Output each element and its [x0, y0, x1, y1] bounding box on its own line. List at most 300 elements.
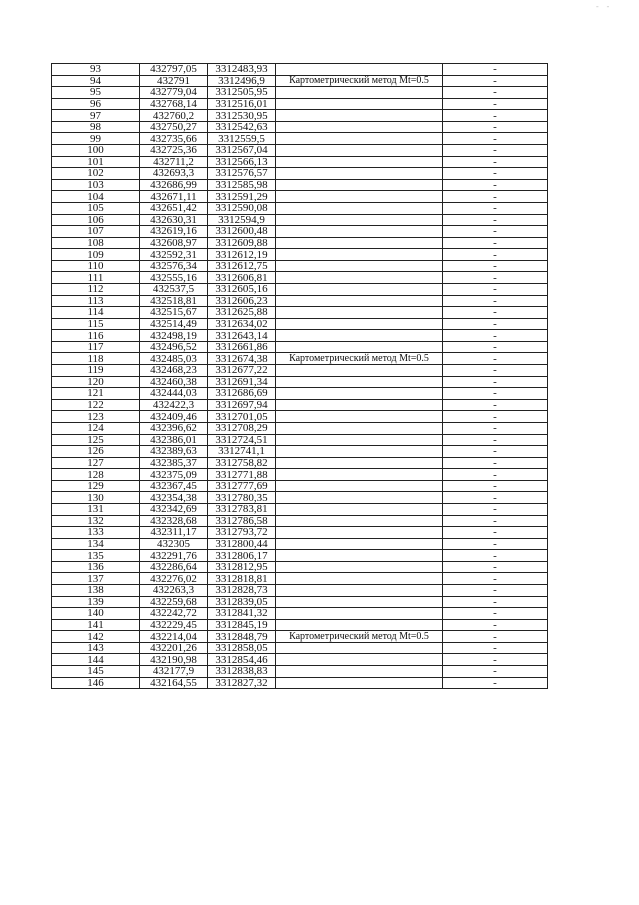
value-dash-cell: -	[443, 596, 548, 608]
x-coordinate-cell: 432305	[140, 538, 208, 550]
method-cell	[276, 330, 443, 342]
x-coordinate-cell: 432791	[140, 75, 208, 87]
table-row	[52, 156, 548, 168]
method-cell	[276, 226, 443, 238]
x-coordinate-cell: 432291,76	[140, 550, 208, 562]
point-number-cell: 144	[52, 654, 140, 666]
table-row	[52, 550, 548, 562]
method-cell	[276, 365, 443, 377]
value-dash-cell: -	[443, 249, 548, 261]
x-coordinate-cell: 432164,55	[140, 677, 208, 689]
method-cell	[276, 399, 443, 411]
y-coordinate-cell: 3312812,95	[208, 561, 276, 573]
x-coordinate-cell: 432389,63	[140, 446, 208, 458]
y-coordinate-cell: 3312691,34	[208, 376, 276, 388]
y-coordinate-cell: 3312845,19	[208, 619, 276, 631]
value-dash-cell: -	[443, 527, 548, 539]
x-coordinate-cell: 432518,81	[140, 295, 208, 307]
value-dash-cell: -	[443, 399, 548, 411]
x-coordinate-cell: 432342,69	[140, 503, 208, 515]
y-coordinate-cell: 3312542,63	[208, 121, 276, 133]
point-number-cell: 120	[52, 376, 140, 388]
value-dash-cell: -	[443, 110, 548, 122]
y-coordinate-cell: 3312686,69	[208, 388, 276, 400]
x-coordinate-cell: 432190,98	[140, 654, 208, 666]
x-coordinate-cell: 432201,26	[140, 642, 208, 654]
value-dash-cell: -	[443, 272, 548, 284]
point-number-cell: 108	[52, 237, 140, 249]
y-coordinate-cell: 3312643,14	[208, 330, 276, 342]
x-coordinate-cell: 432496,52	[140, 341, 208, 353]
table-row	[52, 341, 548, 353]
table-row	[52, 527, 548, 539]
table-row	[52, 260, 548, 272]
method-cell	[276, 133, 443, 145]
point-number-cell: 95	[52, 87, 140, 99]
y-coordinate-cell: 3312806,17	[208, 550, 276, 562]
value-dash-cell: -	[443, 446, 548, 458]
table-row	[52, 619, 548, 631]
point-number-cell: 134	[52, 538, 140, 550]
value-dash-cell: -	[443, 422, 548, 434]
method-cell	[276, 642, 443, 654]
y-coordinate-cell: 3312516,01	[208, 98, 276, 110]
x-coordinate-cell: 432396,62	[140, 422, 208, 434]
y-coordinate-cell: 3312839,05	[208, 596, 276, 608]
method-cell	[276, 295, 443, 307]
x-coordinate-cell: 432651,42	[140, 202, 208, 214]
table-row	[52, 503, 548, 515]
value-dash-cell: -	[443, 283, 548, 295]
point-number-cell: 109	[52, 249, 140, 261]
y-coordinate-cell: 3312591,29	[208, 191, 276, 203]
x-coordinate-cell: 432619,16	[140, 226, 208, 238]
method-cell	[276, 469, 443, 481]
table-row	[52, 365, 548, 377]
point-number-cell: 143	[52, 642, 140, 654]
point-number-cell: 98	[52, 121, 140, 133]
x-coordinate-cell: 432693,3	[140, 168, 208, 180]
y-coordinate-cell: 3312606,23	[208, 295, 276, 307]
method-cell	[276, 538, 443, 550]
point-number-cell: 123	[52, 411, 140, 423]
point-number-cell: 104	[52, 191, 140, 203]
value-dash-cell: -	[443, 64, 548, 76]
method-cell	[276, 353, 443, 365]
table-row	[52, 226, 548, 238]
table-row	[52, 295, 548, 307]
value-dash-cell: -	[443, 677, 548, 689]
table-row	[52, 573, 548, 585]
scan-corner-mark: - -	[596, 2, 613, 11]
point-number-cell: 127	[52, 457, 140, 469]
point-number-cell: 133	[52, 527, 140, 539]
y-coordinate-cell: 3312741,1	[208, 446, 276, 458]
y-coordinate-cell: 3312559,5	[208, 133, 276, 145]
table-row	[52, 561, 548, 573]
x-coordinate-cell: 432515,67	[140, 307, 208, 319]
x-coordinate-cell: 432444,03	[140, 388, 208, 400]
x-coordinate-cell: 432367,45	[140, 480, 208, 492]
table-row	[52, 202, 548, 214]
method-cell	[276, 596, 443, 608]
x-coordinate-cell: 432725,36	[140, 145, 208, 157]
method-cell	[276, 249, 443, 261]
value-dash-cell: -	[443, 353, 548, 365]
method-cell	[276, 145, 443, 157]
value-dash-cell: -	[443, 642, 548, 654]
x-coordinate-cell: 432422,3	[140, 399, 208, 411]
y-coordinate-cell: 3312505,95	[208, 87, 276, 99]
value-dash-cell: -	[443, 330, 548, 342]
value-dash-cell: -	[443, 202, 548, 214]
point-number-cell: 94	[52, 75, 140, 87]
table-row	[52, 353, 548, 365]
method-cell	[276, 446, 443, 458]
value-dash-cell: -	[443, 388, 548, 400]
point-number-cell: 112	[52, 283, 140, 295]
table-row	[52, 330, 548, 342]
table-row	[52, 492, 548, 504]
value-dash-cell: -	[443, 538, 548, 550]
x-coordinate-cell: 432555,16	[140, 272, 208, 284]
x-coordinate-cell: 432671,11	[140, 191, 208, 203]
table-row	[52, 214, 548, 226]
y-coordinate-cell: 3312838,83	[208, 666, 276, 678]
point-number-cell: 124	[52, 422, 140, 434]
value-dash-cell: -	[443, 666, 548, 678]
y-coordinate-cell: 3312609,88	[208, 237, 276, 249]
method-label: Картометрический метод Mt=0.5	[289, 352, 429, 364]
y-coordinate-cell: 3312612,19	[208, 249, 276, 261]
x-coordinate-cell: 432214,04	[140, 631, 208, 643]
value-dash-cell: -	[443, 191, 548, 203]
method-cell	[276, 283, 443, 295]
table-row	[52, 318, 548, 330]
method-cell	[276, 272, 443, 284]
y-coordinate-cell: 3312827,32	[208, 677, 276, 689]
point-number-cell: 96	[52, 98, 140, 110]
value-dash-cell: -	[443, 457, 548, 469]
table-row	[52, 654, 548, 666]
y-coordinate-cell: 3312612,75	[208, 260, 276, 272]
point-number-cell: 93	[52, 64, 140, 76]
point-number-cell: 97	[52, 110, 140, 122]
y-coordinate-cell: 3312777,69	[208, 480, 276, 492]
value-dash-cell: -	[443, 226, 548, 238]
table-row	[52, 121, 548, 133]
point-number-cell: 114	[52, 307, 140, 319]
method-cell	[276, 376, 443, 388]
x-coordinate-cell: 432576,34	[140, 260, 208, 272]
x-coordinate-cell: 432750,27	[140, 121, 208, 133]
method-cell	[276, 608, 443, 620]
y-coordinate-cell: 3312605,16	[208, 283, 276, 295]
point-number-cell: 141	[52, 619, 140, 631]
value-dash-cell: -	[443, 411, 548, 423]
value-dash-cell: -	[443, 237, 548, 249]
x-coordinate-cell: 432768,14	[140, 98, 208, 110]
table-row	[52, 98, 548, 110]
y-coordinate-cell: 3312828,73	[208, 585, 276, 597]
y-coordinate-cell: 3312594,9	[208, 214, 276, 226]
point-number-cell: 126	[52, 446, 140, 458]
table-row	[52, 608, 548, 620]
x-coordinate-cell: 432779,04	[140, 87, 208, 99]
x-coordinate-cell: 432630,31	[140, 214, 208, 226]
x-coordinate-cell: 432263,3	[140, 585, 208, 597]
point-number-cell: 121	[52, 388, 140, 400]
point-number-cell: 117	[52, 341, 140, 353]
table-row	[52, 388, 548, 400]
x-coordinate-cell: 432760,2	[140, 110, 208, 122]
method-cell	[276, 515, 443, 527]
y-coordinate-cell: 3312841,32	[208, 608, 276, 620]
method-cell	[276, 503, 443, 515]
point-number-cell: 139	[52, 596, 140, 608]
y-coordinate-cell: 3312697,94	[208, 399, 276, 411]
method-cell	[276, 98, 443, 110]
method-label: Картометрический метод Mt=0.5	[289, 630, 429, 642]
method-cell	[276, 422, 443, 434]
y-coordinate-cell: 3312634,02	[208, 318, 276, 330]
point-number-cell: 128	[52, 469, 140, 481]
value-dash-cell: -	[443, 98, 548, 110]
method-cell	[276, 341, 443, 353]
x-coordinate-cell: 432686,99	[140, 179, 208, 191]
table-row	[52, 145, 548, 157]
value-dash-cell: -	[443, 168, 548, 180]
value-dash-cell: -	[443, 550, 548, 562]
x-coordinate-cell: 432311,17	[140, 527, 208, 539]
method-cell	[276, 480, 443, 492]
table-row	[52, 249, 548, 261]
x-coordinate-cell: 432797,05	[140, 64, 208, 76]
point-number-cell: 106	[52, 214, 140, 226]
method-cell	[276, 156, 443, 168]
table-row	[52, 642, 548, 654]
y-coordinate-cell: 3312800,44	[208, 538, 276, 550]
method-cell	[276, 168, 443, 180]
point-number-cell: 115	[52, 318, 140, 330]
y-coordinate-cell: 3312771,88	[208, 469, 276, 481]
x-coordinate-cell: 432608,97	[140, 237, 208, 249]
point-number-cell: 119	[52, 365, 140, 377]
method-cell	[276, 318, 443, 330]
value-dash-cell: -	[443, 515, 548, 527]
point-number-cell: 99	[52, 133, 140, 145]
method-cell	[276, 561, 443, 573]
table-row	[52, 631, 548, 643]
table-row	[52, 596, 548, 608]
value-dash-cell: -	[443, 121, 548, 133]
y-coordinate-cell: 3312724,51	[208, 434, 276, 446]
method-cell	[276, 110, 443, 122]
value-dash-cell: -	[443, 260, 548, 272]
method-cell	[276, 237, 443, 249]
value-dash-cell: -	[443, 376, 548, 388]
value-dash-cell: -	[443, 503, 548, 515]
table-row	[52, 237, 548, 249]
x-coordinate-cell: 432735,66	[140, 133, 208, 145]
x-coordinate-cell: 432354,38	[140, 492, 208, 504]
table-row	[52, 110, 548, 122]
x-coordinate-cell: 432259,68	[140, 596, 208, 608]
point-number-cell: 100	[52, 145, 140, 157]
point-number-cell: 137	[52, 573, 140, 585]
y-coordinate-cell: 3312625,88	[208, 307, 276, 319]
point-number-cell: 116	[52, 330, 140, 342]
value-dash-cell: -	[443, 133, 548, 145]
table-row	[52, 469, 548, 481]
table-row	[52, 666, 548, 678]
table-row	[52, 457, 548, 469]
method-cell	[276, 191, 443, 203]
point-number-cell: 113	[52, 295, 140, 307]
y-coordinate-cell: 3312483,93	[208, 64, 276, 76]
y-coordinate-cell: 3312496,9	[208, 75, 276, 87]
value-dash-cell: -	[443, 156, 548, 168]
method-cell	[276, 411, 443, 423]
point-number-cell: 140	[52, 608, 140, 620]
table-row	[52, 677, 548, 689]
table-row	[52, 75, 548, 87]
x-coordinate-cell: 432177,9	[140, 666, 208, 678]
x-coordinate-cell: 432460,38	[140, 376, 208, 388]
table-row	[52, 272, 548, 284]
value-dash-cell: -	[443, 75, 548, 87]
table-row	[52, 585, 548, 597]
y-coordinate-cell: 3312858,05	[208, 642, 276, 654]
method-cell	[276, 492, 443, 504]
point-number-cell: 110	[52, 260, 140, 272]
method-cell	[276, 457, 443, 469]
value-dash-cell: -	[443, 654, 548, 666]
table-row	[52, 191, 548, 203]
method-cell	[276, 527, 443, 539]
value-dash-cell: -	[443, 318, 548, 330]
y-coordinate-cell: 3312708,29	[208, 422, 276, 434]
y-coordinate-cell: 3312600,48	[208, 226, 276, 238]
table-row	[52, 399, 548, 411]
table-row	[52, 168, 548, 180]
point-number-cell: 130	[52, 492, 140, 504]
y-coordinate-cell: 3312606,81	[208, 272, 276, 284]
x-coordinate-cell: 432498,19	[140, 330, 208, 342]
method-cell	[276, 550, 443, 562]
y-coordinate-cell: 3312585,98	[208, 179, 276, 191]
point-number-cell: 118	[52, 353, 140, 365]
x-coordinate-cell: 432328,68	[140, 515, 208, 527]
point-number-cell: 111	[52, 272, 140, 284]
table-row	[52, 376, 548, 388]
point-number-cell: 105	[52, 202, 140, 214]
y-coordinate-cell: 3312701,05	[208, 411, 276, 423]
method-cell	[276, 434, 443, 446]
x-coordinate-cell: 432242,72	[140, 608, 208, 620]
x-coordinate-cell: 432514,49	[140, 318, 208, 330]
value-dash-cell: -	[443, 434, 548, 446]
x-coordinate-cell: 432468,23	[140, 365, 208, 377]
method-cell	[276, 573, 443, 585]
method-cell	[276, 260, 443, 272]
coordinates-table-body	[52, 64, 548, 689]
point-number-cell: 142	[52, 631, 140, 643]
y-coordinate-cell: 3312848,79	[208, 631, 276, 643]
value-dash-cell: -	[443, 573, 548, 585]
x-coordinate-cell: 432485,03	[140, 353, 208, 365]
y-coordinate-cell: 3312661,86	[208, 341, 276, 353]
table-row	[52, 133, 548, 145]
point-number-cell: 146	[52, 677, 140, 689]
method-cell	[276, 121, 443, 133]
value-dash-cell: -	[443, 631, 548, 643]
value-dash-cell: -	[443, 214, 548, 226]
table-row	[52, 64, 548, 76]
x-coordinate-cell: 432592,31	[140, 249, 208, 261]
method-cell	[276, 631, 443, 643]
x-coordinate-cell: 432385,37	[140, 457, 208, 469]
x-coordinate-cell: 432386,01	[140, 434, 208, 446]
method-cell	[276, 87, 443, 99]
table-row	[52, 515, 548, 527]
method-cell	[276, 179, 443, 191]
y-coordinate-cell: 3312590,08	[208, 202, 276, 214]
point-number-cell: 107	[52, 226, 140, 238]
value-dash-cell: -	[443, 469, 548, 481]
method-label: Картометрический метод Mt=0.5	[289, 74, 429, 86]
method-cell	[276, 619, 443, 631]
y-coordinate-cell: 3312566,13	[208, 156, 276, 168]
method-cell	[276, 75, 443, 87]
y-coordinate-cell: 3312567,04	[208, 145, 276, 157]
value-dash-cell: -	[443, 585, 548, 597]
table-row	[52, 411, 548, 423]
y-coordinate-cell: 3312786,58	[208, 515, 276, 527]
point-number-cell: 129	[52, 480, 140, 492]
method-cell	[276, 585, 443, 597]
method-cell	[276, 64, 443, 76]
x-coordinate-cell: 432375,09	[140, 469, 208, 481]
y-coordinate-cell: 3312758,82	[208, 457, 276, 469]
point-number-cell: 102	[52, 168, 140, 180]
table-row	[52, 307, 548, 319]
point-number-cell: 135	[52, 550, 140, 562]
point-number-cell: 138	[52, 585, 140, 597]
x-coordinate-cell: 432409,46	[140, 411, 208, 423]
point-number-cell: 103	[52, 179, 140, 191]
method-cell	[276, 666, 443, 678]
table-row	[52, 480, 548, 492]
point-number-cell: 136	[52, 561, 140, 573]
table-row	[52, 179, 548, 191]
value-dash-cell: -	[443, 619, 548, 631]
value-dash-cell: -	[443, 307, 548, 319]
point-number-cell: 132	[52, 515, 140, 527]
method-cell	[276, 677, 443, 689]
y-coordinate-cell: 3312854,46	[208, 654, 276, 666]
x-coordinate-cell: 432229,45	[140, 619, 208, 631]
value-dash-cell: -	[443, 365, 548, 377]
table-row	[52, 283, 548, 295]
y-coordinate-cell: 3312576,57	[208, 168, 276, 180]
y-coordinate-cell: 3312677,22	[208, 365, 276, 377]
value-dash-cell: -	[443, 341, 548, 353]
x-coordinate-cell: 432537,5	[140, 283, 208, 295]
method-cell	[276, 388, 443, 400]
method-cell	[276, 654, 443, 666]
coordinates-table	[51, 63, 548, 689]
